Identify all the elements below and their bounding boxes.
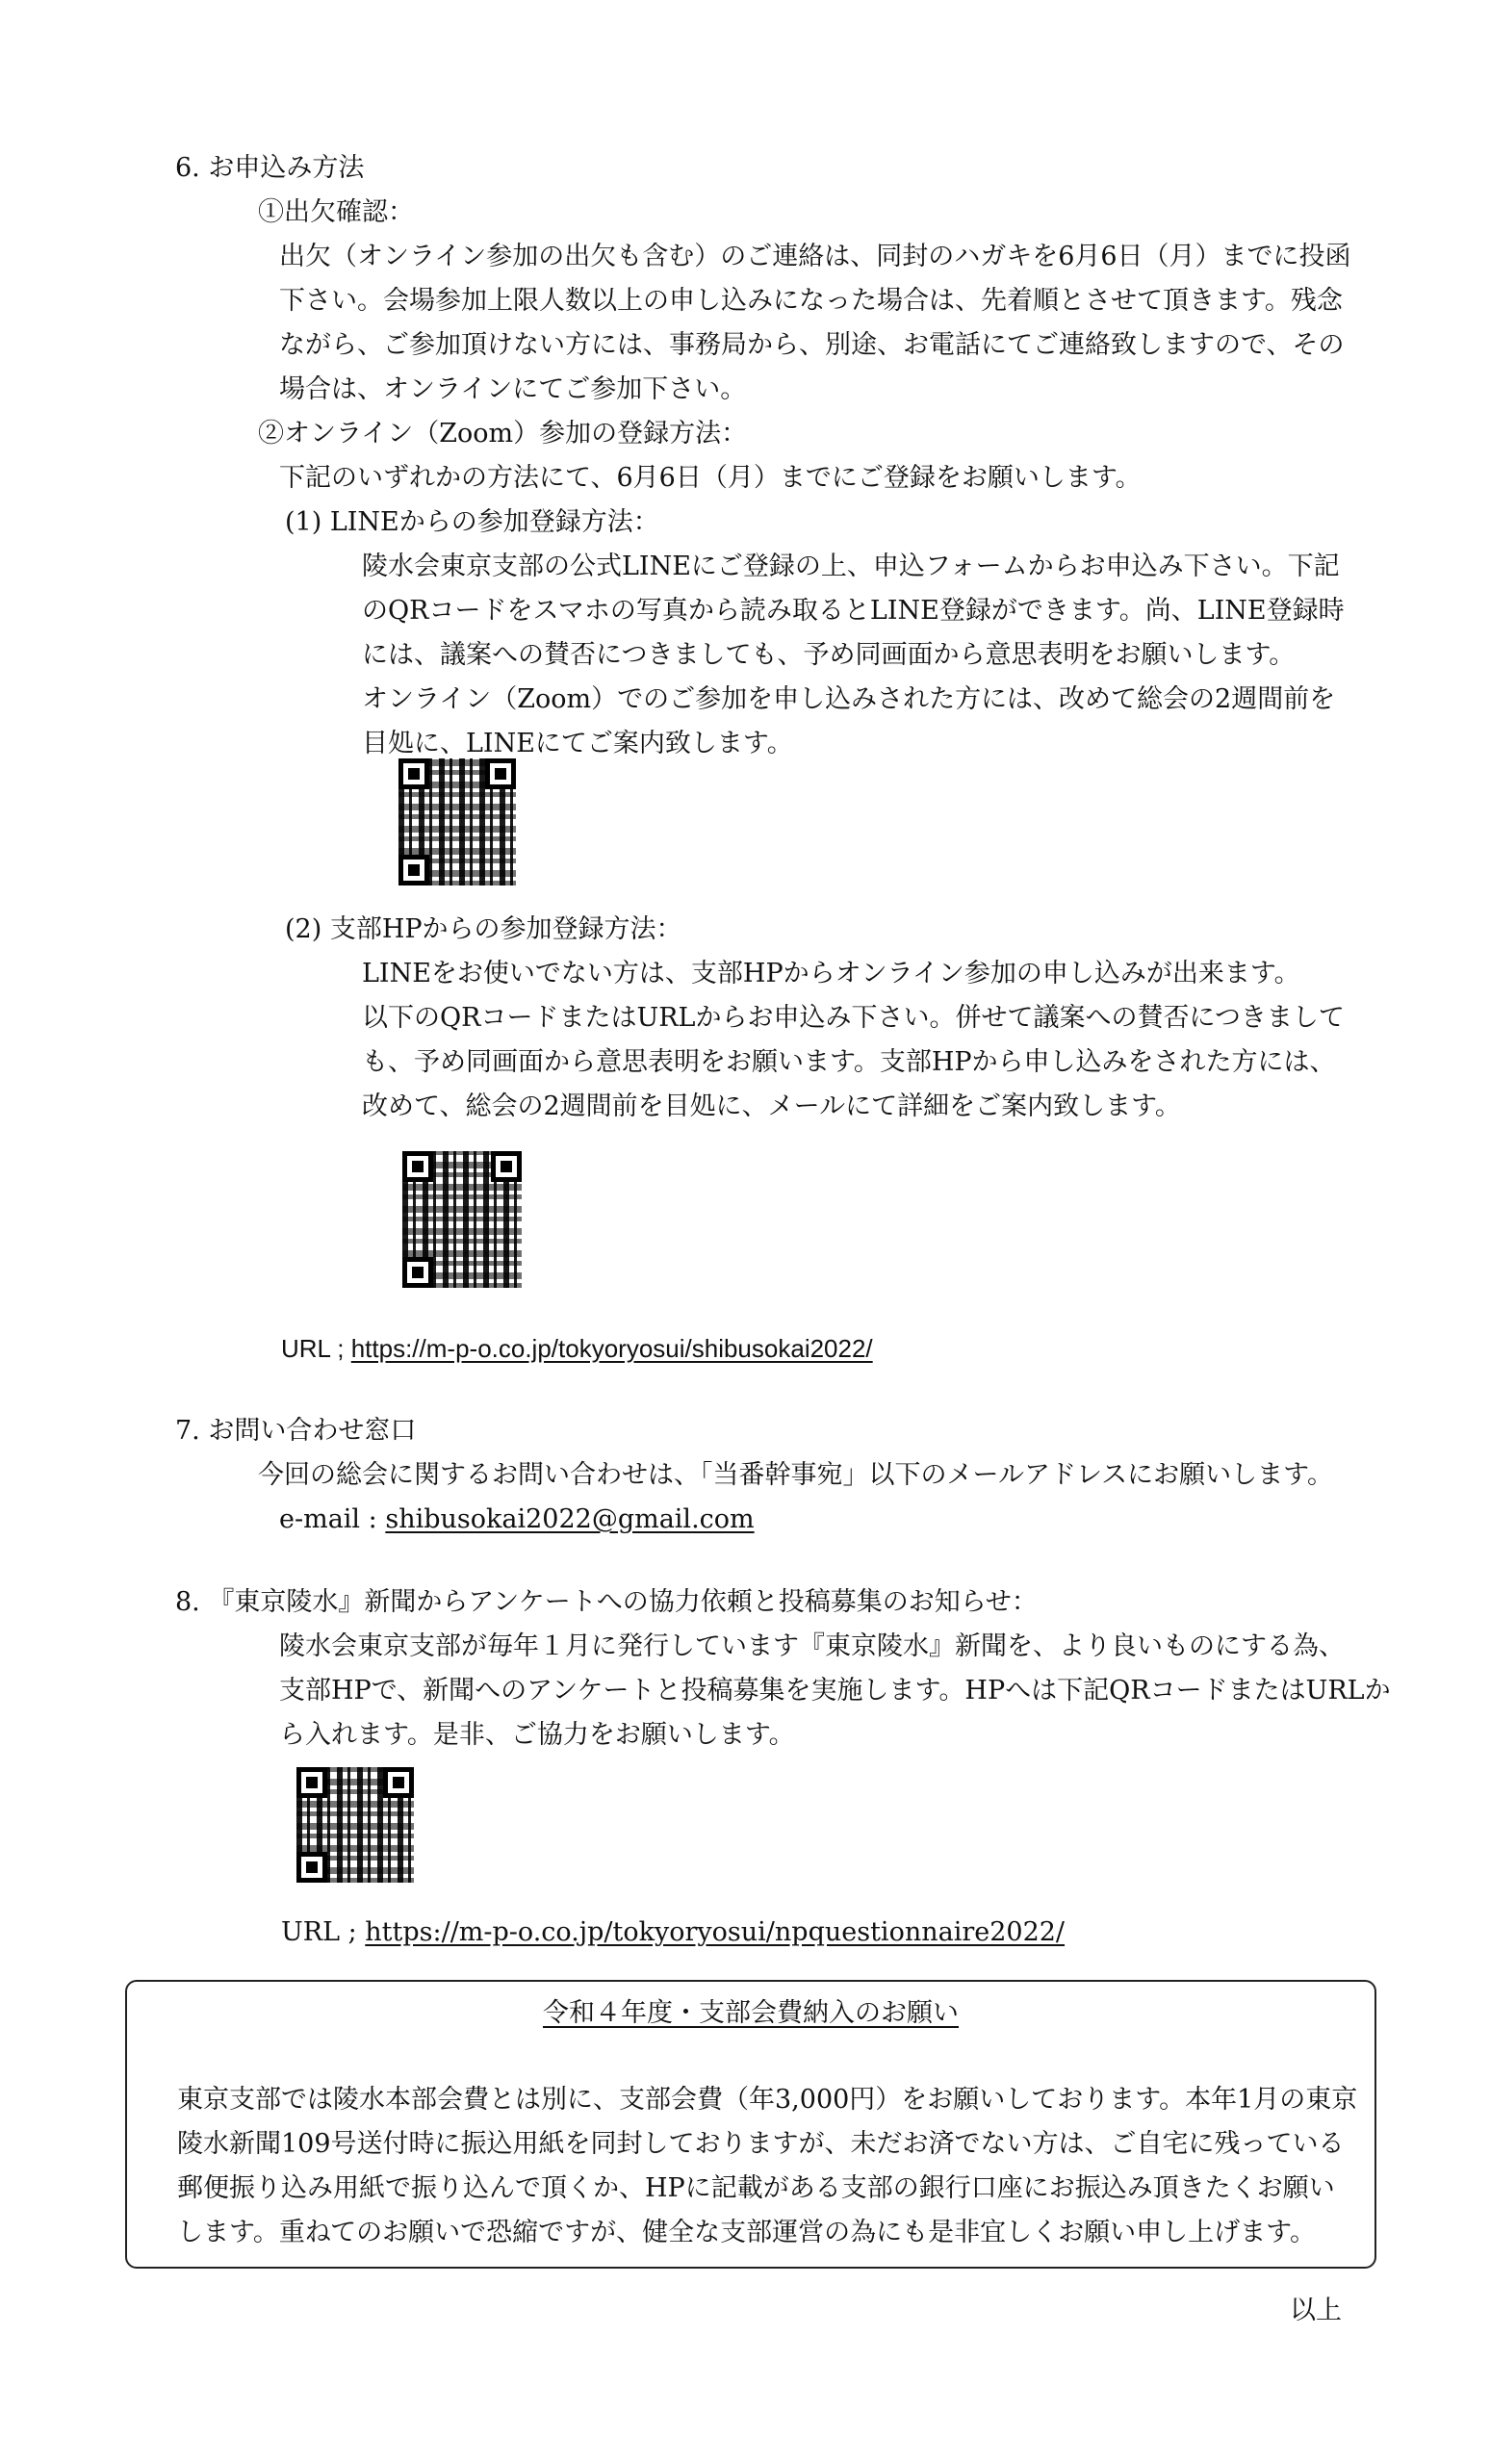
hp-method-title: (2) 支部HPからの参加登録方法： [285, 914, 682, 944]
fee-notice-line: 東京支部では陵水本部会費とは別に、支部会費（年3,000円）をお願いしております。本年1月の東京 [177, 2085, 1358, 2115]
attendance-line: 場合は、オンラインにてご参加下さい。 [279, 374, 747, 404]
line-method-line: オンライン（Zoom）でのご参加を申し込みされた方には、改めて総会の2週間前を [362, 684, 1336, 714]
line-method-line: 陵水会東京支部の公式LINEにご登録の上、申込フォームからお申込み下さい。下記 [362, 552, 1340, 581]
email-link[interactable]: shibusokai2022@gmail.com [385, 1504, 755, 1534]
qr-finder-pattern [296, 1852, 327, 1883]
qr-finder-pattern [398, 758, 429, 789]
line-method-line: 目処に、LINEにてご案内致します。 [362, 729, 793, 758]
hp-method-line: LINEをお使いでない方は、支部HPからオンライン参加の申し込みが出来ます。 [362, 959, 1300, 988]
url-label: URL ; [281, 1334, 351, 1363]
qr-finder-pattern [398, 855, 429, 886]
qr-finder-pattern [383, 1767, 414, 1798]
fee-notice-line: 陵水新聞109号送付時に振込用紙を同封しておりますが、未だお済でない方は、ご自宅に残っている [177, 2129, 1345, 2159]
questionnaire-line: 陵水会東京支部が毎年１月に発行しています『東京陵水』新聞を、より良いものにする為、 [279, 1631, 1345, 1661]
questionnaire-line: ら入れます。是非、ご協力をお願いします。 [279, 1720, 795, 1750]
section8-heading: 8. 『東京陵水』新聞からアンケートへの協力依頼と投稿募集のお知らせ： [175, 1587, 1038, 1617]
questionnaire-url-link[interactable]: https://m-p-o.co.jp/tokyoryosui/npquestionnaire2022/ [365, 1917, 1066, 1947]
hp-qr-code[interactable] [402, 1151, 522, 1288]
qr-finder-pattern [485, 758, 516, 789]
line-method-line: には、議案への賛否につきましても、予め同画面から意思表明をお願いします。 [362, 640, 1296, 670]
qr-finder-pattern [491, 1151, 522, 1182]
url-label: URL ; [281, 1917, 366, 1947]
attendance-line: ながら、ご参加頂けない方には、事務局から、別途、お電話にてご連絡致しますので、その [279, 330, 1345, 360]
hp-url-row [281, 1326, 873, 1371]
questionnaire-qr-code[interactable] [296, 1767, 414, 1883]
attendance-line: 下さい。会場参加上限人数以上の申し込みになった場合は、先着順とさせて頂きます。残念 [279, 286, 1343, 316]
line-qr-code[interactable] [398, 758, 516, 886]
fee-notice-line: します。重ねてのお願いで恐縮ですが、健全な支部運営の為にも是非宜しくお願い申し上げます。 [177, 2218, 1317, 2247]
attendance-title: ①出欠確認： [258, 197, 414, 227]
qr-finder-pattern [402, 1257, 433, 1288]
questionnaire-line: 支部HPで、新聞へのアンケートと投稿募集を実施します。HPへは下記QRコードまたはURLか [279, 1676, 1391, 1706]
qr-finder-pattern [402, 1151, 433, 1182]
hp-method-line: 改めて、総会の2週間前を目処に、メールにて詳細をご案内致します。 [362, 1091, 1181, 1121]
hp-method-line: 以下のQRコードまたはURLからお申込み下さい。併せて議案への賛否につきまして [362, 1003, 1345, 1033]
attendance-line: 出欠（オンライン参加の出欠も含む）のご連絡は、同封のハガキを6月6日（月）までに投函 [279, 242, 1351, 271]
online-registration-intro: 下記のいずれかの方法にて、6月6日（月）までにご登録をお願いします。 [279, 463, 1142, 493]
line-method-line: のQRコードをスマホの写真から読み取るとLINE登録ができます。尚、LINE登録時 [362, 596, 1345, 626]
fee-notice-box [125, 1980, 1376, 2269]
email-label: e-mail : [279, 1504, 386, 1534]
registration-url-link[interactable]: https://m-p-o.co.jp/tokyoryosui/shibusokai2022/ [350, 1334, 873, 1363]
email-row [279, 1498, 755, 1542]
questionnaire-url-row [281, 1911, 1065, 1955]
qr-finder-pattern [296, 1767, 327, 1798]
section6-heading: 6. お申込み方法 [175, 153, 365, 183]
fee-notice-title: 令和４年度・支部会費納入のお願い [543, 1998, 959, 2028]
fee-notice-line: 郵便振り込み用紙で振り込んで頂くか、HPに記載がある支部の銀行口座にお振込み頂きたくお願い [177, 2173, 1335, 2203]
online-registration-title: ②オンライン（Zoom）参加の登録方法： [258, 419, 748, 449]
hp-method-line: も、予め同画面から意思表明をお願います。支部HPから申し込みをされた方には、 [362, 1047, 1336, 1077]
inquiry-line: 今回の総会に関するお問い合わせは、「当番幹事宛」以下のメールアドレスにお願いします。 [258, 1460, 1333, 1490]
line-method-title: (1) LINEからの参加登録方法： [285, 507, 659, 537]
section7-heading: 7. お問い合わせ窓口 [175, 1416, 417, 1446]
closing-text: 以上 [1290, 2296, 1342, 2325]
